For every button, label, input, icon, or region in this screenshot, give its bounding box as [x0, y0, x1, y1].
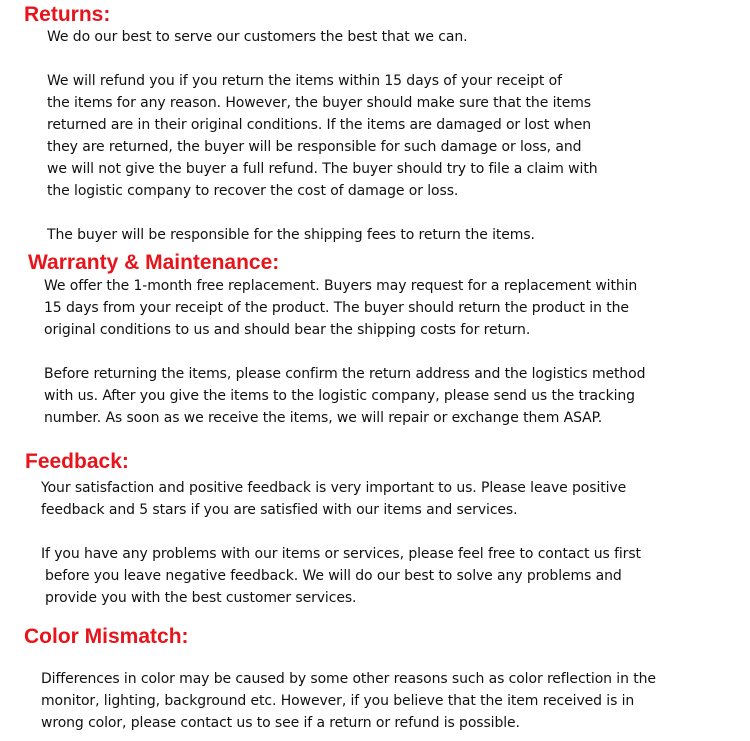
- returns-line: returned are in their original conditions. If the items are damaged or lost when: [47, 117, 592, 133]
- returns-heading: Returns:: [24, 3, 111, 26]
- returns-line: the items for any reason. However, the buyer should make sure that the items: [47, 95, 591, 111]
- returns-line: they are returned, the buyer will be responsible for such damage or loss, and: [47, 139, 582, 155]
- returns-line: the logistic company to recover the cost of damage or loss.: [47, 183, 459, 199]
- feedback-line: before you leave negative feedback. We will do our best to solve any problems and: [45, 568, 622, 584]
- feedback-line: Your satisfaction and positive feedback is very important to us. Please leave positive: [41, 480, 627, 496]
- warranty-line: We offer the 1-month free replacement. Buyers may request for a replacement within: [44, 278, 638, 294]
- color-mismatch-line: monitor, lighting, background etc. However, if you believe that the item received is in: [41, 693, 635, 709]
- feedback-line: If you have any problems with our items or services, please feel free to contact us first: [41, 546, 641, 562]
- color-mismatch-line: Differences in color may be caused by some other reasons such as color reflection in the: [41, 671, 656, 687]
- warranty-line: 15 days from your receipt of the product. The buyer should return the product in the: [44, 300, 629, 316]
- warranty-heading: Warranty & Maintenance:: [28, 251, 280, 274]
- color-mismatch-line: wrong color, please contact us to see if a return or refund is possible.: [41, 715, 520, 731]
- returns-line: The buyer will be responsible for the shipping fees to return the items.: [47, 227, 535, 243]
- returns-line: We will refund you if you return the items within 15 days of your receipt of: [47, 73, 562, 89]
- warranty-line: original conditions to us and should bear the shipping costs for return.: [44, 322, 531, 338]
- warranty-line: Before returning the items, please confirm the return address and the logistics method: [44, 366, 646, 382]
- feedback-line: feedback and 5 stars if you are satisfied with our items and services.: [41, 502, 518, 518]
- warranty-line: number. As soon as we receive the items, we will repair or exchange them ASAP.: [44, 410, 603, 426]
- feedback-heading: Feedback:: [25, 450, 129, 473]
- returns-line: We do our best to serve our customers the best that we can.: [47, 29, 468, 45]
- color-mismatch-heading: Color Mismatch:: [24, 625, 189, 648]
- returns-line: we will not give the buyer a full refund. The buyer should try to file a claim with: [47, 161, 598, 177]
- warranty-line: with us. After you give the items to the logistic company, please send us the tracking: [44, 388, 635, 404]
- feedback-line: provide you with the best customer services.: [45, 590, 357, 606]
